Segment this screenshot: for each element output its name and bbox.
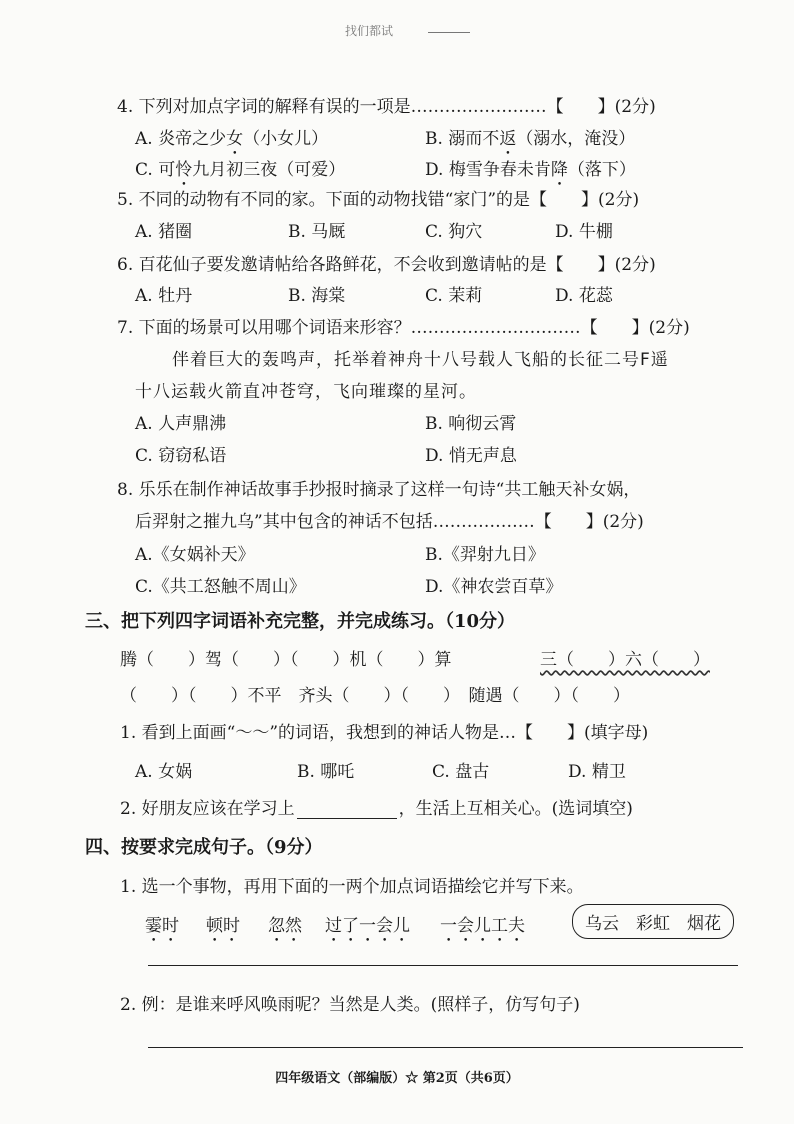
- section4-word-3-text: 忽然: [268, 916, 302, 936]
- q4-bracket: 【 】: [546, 97, 615, 117]
- q6-option-a: A. 牡丹: [135, 286, 193, 306]
- section4-word-5-text: 一会儿工夫: [440, 916, 525, 936]
- header-line: [428, 32, 470, 33]
- q7-option-a: A. 人声鼎沸: [135, 414, 227, 434]
- q4-d-post: （落下）: [567, 160, 636, 180]
- q4-d-pre: D. 梅雪争春未肯: [425, 160, 551, 180]
- section3-title: 三、把下列四字词语补充完整，并完成练习。（10分）: [85, 611, 516, 632]
- q6-option-d: D. 花蕊: [555, 286, 613, 306]
- page-footer: 四年级语文（部编版）☆ 第2页（共6页）: [275, 1071, 519, 1086]
- q6-stem: 6. 百花仙子要发邀请帖给各路鲜花，不会收到邀请帖的是【 】(2分): [117, 255, 656, 275]
- section4-word-2: [206, 911, 240, 946]
- q6-option-b: B. 海棠: [288, 286, 346, 306]
- header-scribble-text: 找们都试: [345, 24, 394, 38]
- q4-stem: [117, 92, 656, 117]
- section3-q1-option-c: C. 盘古: [432, 762, 490, 782]
- q7-passage-line2: 十八运载火箭直冲苍穹，飞向璀璨的星河。: [135, 382, 477, 402]
- q8-stem-line1: 8. 乐乐在制作神话故事手抄报时摘录了这样一句诗“共工触天补女娲，: [117, 480, 641, 500]
- q7-passage-line1: 伴着巨大的轰鸣声，托举着神舟十八号载人飞船的长征二号F遥: [172, 350, 669, 370]
- section3-q1-option-d: D. 精卫: [568, 762, 626, 782]
- q4-a-dotted: 女: [226, 129, 244, 149]
- section4-word-4: [325, 911, 410, 946]
- section4-q2-stem: 2. 例：是谁来呼风唤雨呢？当然是人类。(照样子，仿写句子): [120, 995, 580, 1015]
- section3-q1-option-a: A. 女娲: [135, 762, 193, 782]
- q4-option-a: [135, 124, 328, 159]
- section4-word-1: [145, 911, 179, 946]
- q4-b-dotted: 返: [499, 129, 517, 149]
- q5-option-d: D. 牛棚: [555, 222, 613, 242]
- q5-option-b: B. 马厩: [288, 222, 346, 242]
- section3-q1-stem: 1. 看到上面画“～～”的词语，我想到的神话人物是…【 】(填字母): [120, 723, 649, 743]
- q8-option-c: C.《共工怒触不周山》: [135, 577, 306, 597]
- q7-option-c: C. 窃窃私语: [135, 446, 227, 466]
- section3-q1-option-b: B. 哪吒: [297, 762, 355, 782]
- q4-c-dotted: 怜: [175, 160, 193, 180]
- q4-option-b: [425, 124, 635, 159]
- q5-stem: 5. 不同的动物有不同的家。下面的动物找错“家门”的是【 】(2分): [117, 190, 640, 210]
- q8-option-a: A.《女娲补天》: [135, 545, 255, 565]
- q4-d-dotted: 降: [550, 160, 568, 180]
- section4-title: 四、按要求完成句子。（9分）: [85, 837, 323, 858]
- q8-option-b: B.《羿射九日》: [425, 545, 545, 565]
- q5-option-c: C. 狗穴: [425, 222, 483, 242]
- section4-q1-answer-line[interactable]: [148, 965, 738, 966]
- section4-word-4-text: 过了一会儿: [325, 916, 410, 936]
- q4-a-post: （小女儿）: [243, 129, 329, 149]
- q4-score: (2分): [614, 97, 656, 117]
- q5-option-a: A. 猪圈: [135, 222, 193, 242]
- section3-q2-pre: 2. 好朋友应该在学习上: [120, 799, 295, 819]
- section4-word-5: [440, 911, 525, 946]
- q8-stem-line2: 后羿射之摧九乌”其中包含的神话不包括………………【 】(2分): [135, 512, 644, 532]
- q7-option-d: D. 悄无声息: [425, 446, 517, 466]
- q7-stem: 7. 下面的场景可以用哪个词语来形容？…………………………【 】(2分): [117, 318, 690, 338]
- section3-row1-a: 腾（ ）驾（ ）（ ）机（ ）算: [120, 650, 452, 670]
- section3-q2-post: ，生活上互相关心。(选词填空): [398, 799, 633, 819]
- section4-word-3: [268, 911, 302, 946]
- section4-q2-answer-line[interactable]: [148, 1047, 743, 1048]
- q7-option-b: B. 响彻云霄: [425, 414, 517, 434]
- section3-row2: （ ）（ ）不平 齐头（ ）（ ） 随遇（ ）（ ）: [120, 686, 630, 706]
- q4-stem-text: 4. 下列对加点字词的解释有误的一项是……………………: [117, 97, 547, 117]
- q4-a-pre: A. 炎帝之少: [135, 129, 227, 149]
- q8-option-d: D.《神农尝百草》: [425, 577, 563, 597]
- q6-option-c: C. 茉莉: [425, 286, 483, 306]
- q4-b-post: （溺水，淹没）: [516, 129, 636, 149]
- section4-boxed-words: 乌云 彩虹 烟花: [572, 904, 734, 939]
- q4-c-pre: C. 可: [135, 160, 176, 180]
- q4-c-post: 九月初三夜（可爱）: [192, 160, 346, 180]
- section3-row1-b: 三（ ）六（ ）: [540, 650, 710, 670]
- section3-q2: [120, 794, 633, 819]
- section4-q1-stem: 1. 选一个事物，再用下面的一两个加点词语描绘它并写下来。: [120, 877, 584, 897]
- section3-q2-blank[interactable]: [297, 818, 397, 819]
- section4-word-2-text: 顿时: [206, 916, 240, 936]
- header-scribble: [345, 22, 393, 39]
- q4-b-pre: B. 溺而不: [425, 129, 500, 149]
- section4-word-1-text: 霎时: [145, 916, 179, 936]
